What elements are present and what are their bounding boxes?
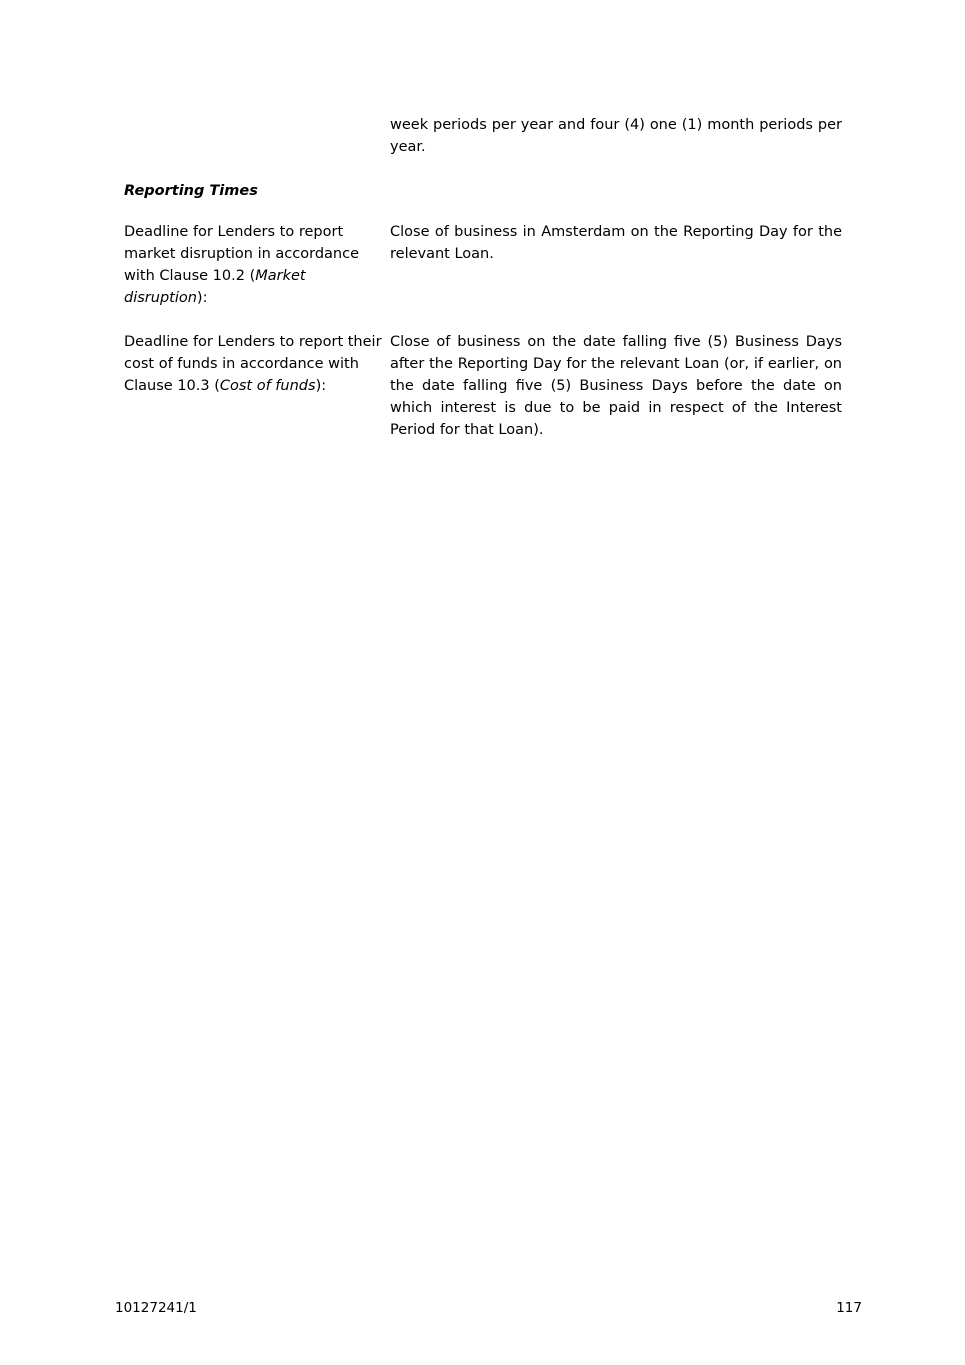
row-value: Close of business on the date falling five (5) Business Days after the Reporting Day for the relevant Loan (or, if earlier, on the date falling five (5) Business Days before the date on which interest is due to be paid in respect of the Interest Period for that Loan).	[390, 334, 842, 438]
row-label-italic-text: Market disruption	[124, 268, 306, 306]
continuation-paragraph: week periods per year and four (4) one (1) month periods per year.	[390, 117, 842, 155]
row-label-suffix-text: ):	[196, 290, 208, 306]
definition-row-cost-of-funds	[124, 331, 842, 441]
row-label-text: Deadline for Lenders to report their cost of funds in accordance with Clause 10.3 (	[124, 334, 382, 394]
page-content	[124, 114, 842, 441]
document-reference: 10127241/1	[115, 1300, 197, 1316]
section-heading: Reporting Times	[124, 183, 258, 199]
definition-row-market-disruption	[124, 221, 842, 309]
row-label-italic-text: Cost of funds	[219, 378, 316, 394]
row-label	[124, 331, 382, 441]
row-value: Close of business in Amsterdam on the Reporting Day for the relevant Loan.	[390, 224, 842, 262]
row-label-suffix-text: ):	[315, 378, 327, 394]
row-label-text: Deadline for Lenders to report market disruption in accordance with Clause 10.2 (	[124, 224, 360, 284]
row-label	[124, 221, 382, 309]
page-number: 117	[836, 1300, 862, 1316]
page-footer	[115, 1297, 862, 1319]
